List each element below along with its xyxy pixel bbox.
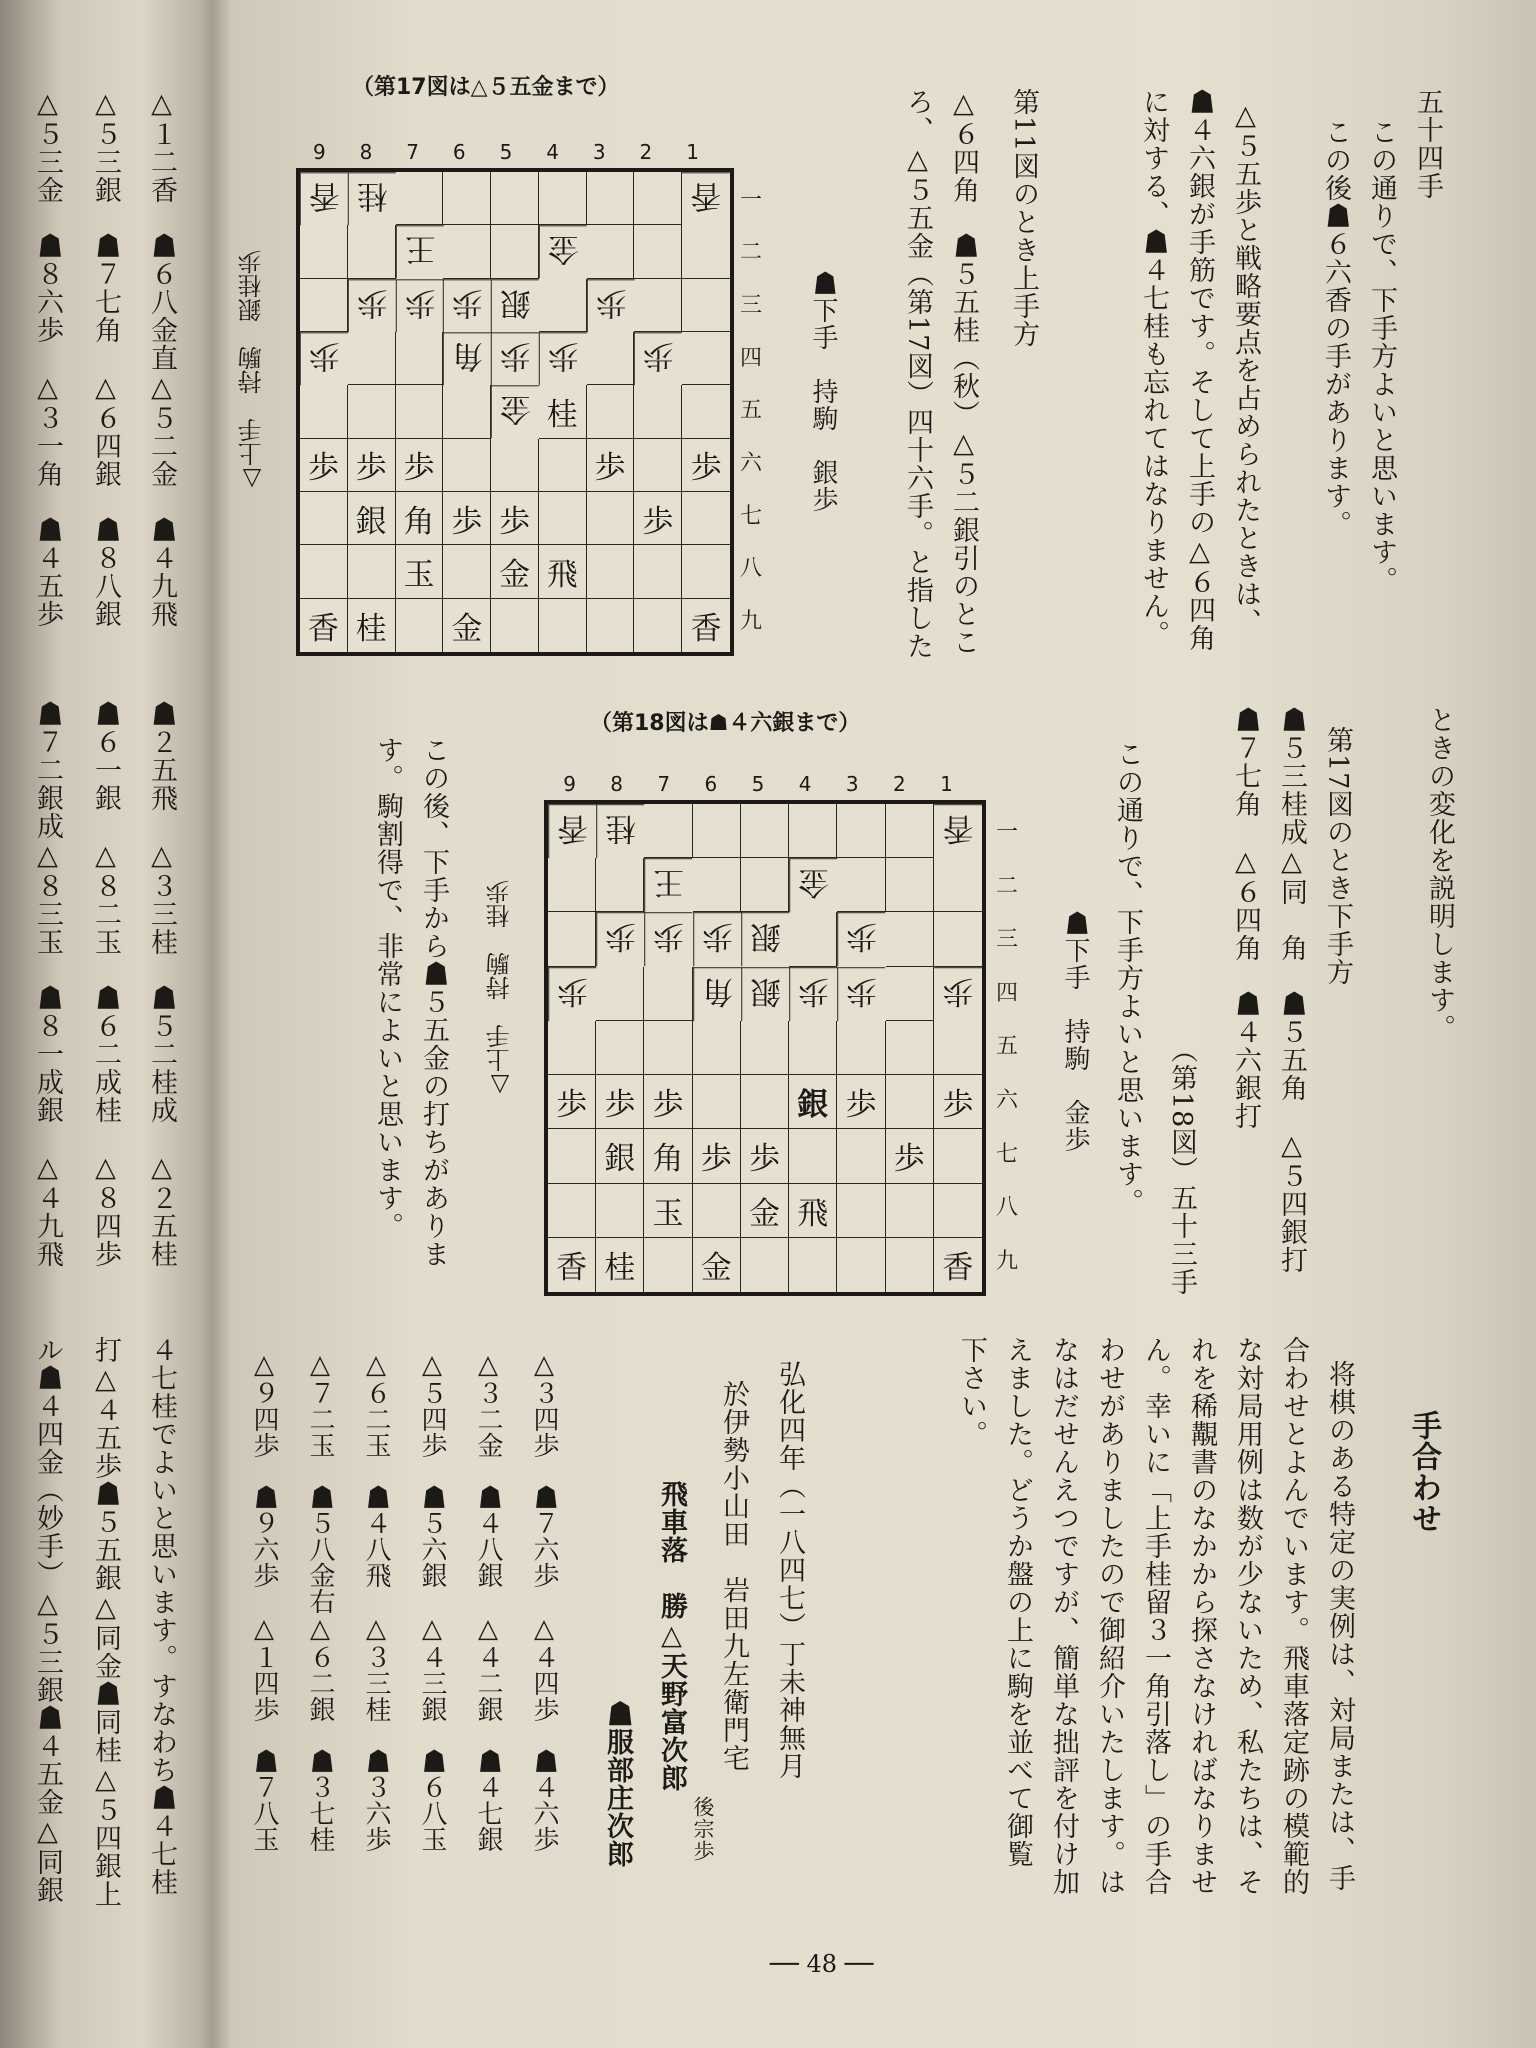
file-number: 6 [704,772,718,796]
board-square [886,1184,934,1238]
shogi-piece: 香 [548,1238,596,1292]
shogi-piece: 金 [693,1238,741,1292]
diagram18-board [544,800,986,1296]
board-square [587,332,635,385]
rank-number: 六 [740,451,763,477]
board-square [587,385,635,438]
text-col: △５五歩と戦略要点を占められたときは、 [1230,100,1261,636]
teai-heading: 手合わせ [1406,1410,1441,1534]
text-col: この後☗６六香の手があります。 [1320,118,1351,538]
board-square [682,279,730,332]
board-square [491,172,539,225]
shogi-piece: 金 [491,385,539,438]
shogi-piece: 玉 [396,545,444,598]
left-move-col: △５三銀 ☗７七角 △６四銀 ☗８八銀 [90,88,121,628]
text-col: 将棋のある特定の実例は、対局または、手 [1324,1360,1355,1892]
file-number: 3 [592,140,606,164]
board-square [886,912,934,966]
board-square [548,1021,596,1075]
file-number: 4 [798,772,812,796]
rank-number: 七 [996,1141,1019,1167]
diagram18-caption: （第18図は☗４六銀まで） [590,711,861,736]
shogi-piece: 香 [300,172,348,225]
file-number: 5 [499,140,513,164]
left-move-col: △５三金 ☗８六歩 △３一角 ☗４五歩 [32,88,63,628]
shogi-piece: 飛 [539,545,587,598]
board-square [300,545,348,598]
shogi-piece: 金 [789,858,837,912]
shogi-piece: 歩 [587,279,635,332]
board-square [396,332,444,385]
board-square [934,1184,982,1238]
shogi-piece: 香 [942,1250,974,1287]
diagram18-gote-hand: △上手 持駒 桂歩 [486,880,514,1100]
text-col: （第18図）五十三手 [1166,1036,1197,1297]
shogi-piece: 歩 [491,332,539,385]
board-square [837,1129,885,1183]
moves-col: △６二玉 ☗４八飛 △３三桂 ☗３六歩 [361,1350,391,1852]
board-square [693,858,741,912]
file-number: 2 [639,140,653,164]
rank-number: 九 [740,609,763,635]
board-square [741,804,789,858]
board-square [396,599,444,652]
shogi-piece: 金 [443,599,491,652]
board-square [837,1184,885,1238]
text-col: ☗４六銀が手筋です。そして上手の△６四角 [1184,88,1215,652]
shogi-piece: 歩 [741,1129,789,1183]
board-square [693,1075,741,1129]
board-square [491,599,539,652]
board-square [539,599,587,652]
file-number: 5 [751,772,765,796]
moves-col: △９四歩 ☗９六歩 △１四歩 ☗７八玉 [249,1350,279,1852]
diagram18-comment: この後、下手から☗５五金の打ちがありま [418,736,449,1268]
moves-col: △３四歩 ☗７六歩 △４四歩 ☗４六歩 [529,1350,559,1852]
shogi-piece: 歩 [693,912,741,966]
shogi-piece: 歩 [548,967,596,1021]
left-move-col: ☗７二銀成△８三玉 ☗８一成銀 △４九飛 [32,700,63,1268]
shogi-piece: 桂 [596,804,644,858]
shogi-piece: 歩 [396,279,444,332]
game-sente-player: ☗服部庄次郎 [602,1700,633,1868]
text-col: 第11図のとき上手方 [1008,88,1039,349]
board-square [837,1021,885,1075]
shogi-piece: 歩 [693,1129,741,1183]
shogi-piece: 飛 [789,1184,837,1238]
board-square [682,332,730,385]
board-square [644,1238,692,1292]
shogi-piece: 銀 [741,967,789,1021]
shogi-piece: 歩 [539,332,587,385]
shogi-piece: 角 [644,1129,692,1183]
board-square [693,1021,741,1075]
board-square [886,1238,934,1292]
left-move-col: 打△４五歩☗５五銀△同金☗同桂△５四銀上 [90,1336,121,1908]
moves-col: △３二金 ☗４八銀 △４二銀 ☗４七銀 [473,1350,503,1852]
text-col: この通りで、下手方よいと思います。 [1366,118,1397,594]
board-square [396,385,444,438]
board-square [886,967,934,1021]
rank-number: 七 [740,503,763,529]
file-number: 1 [686,140,699,164]
board-square [587,172,635,225]
shogi-piece: 歩 [396,439,444,492]
shogi-piece: 銀 [789,1075,837,1129]
text-col: れを稀覯書のなかから探さなければなりませ [1186,1336,1217,1896]
diagram18-comment: す。駒割得で、非常によいと思います。 [372,736,403,1240]
shogi-piece: 歩 [443,279,491,332]
shogi-piece: 銀 [596,1129,644,1183]
text-col: ☗７七角 △６四角 ☗４六銀打 [1230,706,1261,1130]
board-square [548,858,596,912]
board-square [348,332,396,385]
board-square [300,385,348,438]
file-number: 8 [359,140,373,164]
diagram17-rank-numbers [740,172,762,646]
shogi-piece: 銀 [491,279,539,332]
board-square [348,545,396,598]
rank-number: 二 [996,873,1019,899]
board-square [644,967,692,1021]
text-col: えました。どうか盤の上に駒を並べて御覧 [1002,1336,1033,1868]
board-square [934,912,982,966]
diagram18-sente-hand: ☗下手 持駒 金歩 [1060,910,1090,1153]
board-square [644,804,692,858]
board-square [443,385,491,438]
rank-number: 三 [740,293,763,319]
text-col: ん。幸いに「上手桂留３一角引落し」の手合 [1140,1336,1171,1896]
board-square [682,492,730,545]
rank-number: 八 [740,556,763,582]
board-square [539,172,587,225]
shogi-piece: 歩 [587,439,635,492]
board-square [789,1238,837,1292]
board-square [934,858,982,912]
file-number: 6 [452,140,466,164]
board-square [886,804,934,858]
shogi-piece: 金 [741,1184,789,1238]
rank-number: 四 [740,345,763,371]
board-square [596,1021,644,1075]
file-number: 4 [546,140,559,164]
shogi-piece: 歩 [789,967,837,1021]
shogi-piece: 桂 [348,172,396,225]
board-square [741,1238,789,1292]
board-square [634,545,682,598]
shogi-piece: 歩 [886,1129,934,1183]
shogi-piece: 歩 [644,912,692,966]
board-square [587,492,635,545]
board-square [300,225,348,278]
file-number: 1 [940,772,953,796]
left-move-col: ☗２五飛 △３三桂 ☗５二桂成 △２五桂 [146,700,177,1268]
shogi-piece: 歩 [348,279,396,332]
board-square [491,439,539,492]
text-col: 五十四手 [1412,88,1443,200]
file-number: 7 [657,772,671,796]
shogi-piece: 歩 [644,1075,692,1129]
board-square [539,279,587,332]
text-col: この通りで、下手方よいと思います。 [1112,740,1143,1216]
shogi-piece: 金 [491,545,539,598]
shogi-piece: 香 [934,804,982,858]
shogi-piece: 香 [690,610,722,647]
board-square [348,385,396,438]
text-col: な対局用例は数が少ないため、私たちは、そ [1232,1336,1263,1896]
shogi-piece: 桂 [348,599,396,652]
game-handicap-players: 飛車落 勝△天野富次郎 [656,1480,687,1792]
board-square [789,1129,837,1183]
board-square [886,1075,934,1129]
diagram17-board [296,168,734,656]
rank-number: 二 [740,240,763,266]
board-square [548,912,596,966]
rank-number: 四 [996,980,1019,1006]
board-square [548,1129,596,1183]
shogi-piece: 歩 [596,912,644,966]
board-square [886,858,934,912]
board-square [741,1021,789,1075]
shogi-piece: 歩 [934,967,982,1021]
game-note: 後宗歩 [691,1796,715,1862]
shogi-piece: 角 [693,967,741,1021]
diagram17-gote-hand: △上手 持駒 銀桂歩 [238,250,266,494]
board-square [644,1021,692,1075]
board-square [837,858,885,912]
text-col: 第17図のとき下手方 [1322,726,1353,987]
shogi-piece: 玉 [644,1184,692,1238]
left-move-col: ル☗４四金（妙手）△５三銀☗４五金△同銀 [32,1336,63,1904]
board-square [682,545,730,598]
board-square [587,545,635,598]
board-square [587,225,635,278]
board-square [300,492,348,545]
shogi-piece: 歩 [837,912,885,966]
rank-number: 五 [996,1034,1019,1060]
board-square [837,1238,885,1292]
board-square [634,172,682,225]
board-square [934,1021,982,1075]
shogi-piece: 角 [396,492,444,545]
shogi-piece: 歩 [491,492,539,545]
shogi-piece: 王 [396,225,444,278]
board-square [789,804,837,858]
shogi-piece: 桂 [596,1238,644,1292]
board-square [693,1184,741,1238]
left-move-col: △１二香 ☗６八金直△５二金 ☗４九飛 [146,88,177,628]
shogi-piece: 歩 [300,332,348,385]
moves-col: △５四歩 ☗５六銀 △４三銀 ☗６八玉 [417,1350,447,1852]
diagram18-file-numbers [546,772,970,796]
diagram17-caption: （第17図は△５五金まで） [352,75,620,100]
page-number: ── 48 ── [770,1950,874,1978]
board-square [443,225,491,278]
shogi-piece: 歩 [837,967,885,1021]
shogi-piece: 歩 [596,1075,644,1129]
board-square [596,967,644,1021]
board-square [348,225,396,278]
text-col: なはだせんえつですが、簡単な拙評を付け加 [1048,1336,1079,1896]
game-venue: 於伊勢小山田 岩田九左衛門宅 [718,1380,749,1772]
text-col: ☗５三桂成△同 角 ☗５五角 △５四銀打 [1276,706,1307,1274]
shogi-piece: 金 [539,225,587,278]
game-date: 弘化四年（一八四七）丁未神無月 [774,1360,805,1780]
shogi-piece: 銀 [741,912,789,966]
shogi-piece: 歩 [300,439,348,492]
shogi-piece: 歩 [348,439,396,492]
rank-number: 三 [996,927,1019,953]
board-square [491,225,539,278]
board-square [548,1184,596,1238]
diagram18-rank-numbers [996,804,1018,1286]
board-square [634,385,682,438]
board-square [539,492,587,545]
board-square [682,385,730,438]
shogi-piece: 香 [548,804,596,858]
shogi-piece: 歩 [934,1075,982,1129]
board-square [443,545,491,598]
shogi-piece: 香 [682,172,730,225]
rank-number: 一 [740,187,763,213]
text-col: △６四角 ☗５五桂（秋）△５二銀引のとこ [948,88,979,656]
file-number: 3 [845,772,859,796]
board-square [587,599,635,652]
board-square [539,439,587,492]
board-square [596,858,644,912]
board-square [934,1129,982,1183]
diagram17-file-numbers [296,140,716,164]
board-square [396,172,444,225]
board-square [300,279,348,332]
rank-number: 六 [996,1088,1019,1113]
file-number: 9 [312,140,326,164]
board-square [634,225,682,278]
moves-col: △７二玉 ☗５八金右△６二銀 ☗３七桂 [305,1350,335,1852]
board-square [596,1184,644,1238]
file-number: 9 [563,772,576,796]
text-col: に対する、☗４七桂も忘れてはなりません。 [1138,88,1169,648]
board-square [693,804,741,858]
board-square [789,1021,837,1075]
rank-number: 一 [996,820,1019,846]
text-col: 合わせとよんでいます。飛車落定跡の模範的 [1278,1336,1309,1896]
board-square [682,225,730,278]
board-square [443,172,491,225]
rank-number: 八 [996,1195,1019,1221]
rank-number: 九 [996,1248,1019,1274]
diagram17-sente-hand: ☗下手 持駒 銀歩 [808,270,838,513]
file-number: 8 [610,772,624,796]
board-square [886,1021,934,1075]
shogi-piece: 桂 [539,385,587,438]
board-square [741,858,789,912]
file-number: 7 [406,140,419,164]
board-square [634,279,682,332]
rank-number: 五 [740,398,763,424]
shogi-piece: 銀 [348,492,396,545]
shogi-piece: 王 [644,858,692,912]
shogi-piece: 香 [300,599,348,652]
board-square [443,439,491,492]
left-move-col: ４七桂でよいと思います。すなわち☗４七桂 [146,1336,177,1896]
shogi-piece: 歩 [443,492,491,545]
shogi-piece: 歩 [548,1075,596,1129]
shogi-piece: 角 [443,332,491,385]
shogi-piece: 歩 [634,332,682,385]
board-square [837,804,885,858]
left-move-col: ☗６一銀 △８二玉 ☗６二成桂 △８四歩 [90,700,121,1268]
text-col: 下さい。 [956,1336,987,1448]
board-square [789,912,837,966]
board-square [634,439,682,492]
text-col: ときの変化を説明します。 [1424,706,1455,1042]
board-square [741,1075,789,1129]
text-col: わせがありましたので御紹介いたします。は [1094,1336,1125,1896]
file-number: 2 [892,772,906,796]
shogi-piece: 歩 [682,439,730,492]
board-square [634,599,682,652]
shogi-piece: 歩 [837,1075,885,1129]
shogi-piece: 歩 [634,492,682,545]
text-col: ろ、△５五金（第17図）四十六手。と指した [902,88,933,661]
